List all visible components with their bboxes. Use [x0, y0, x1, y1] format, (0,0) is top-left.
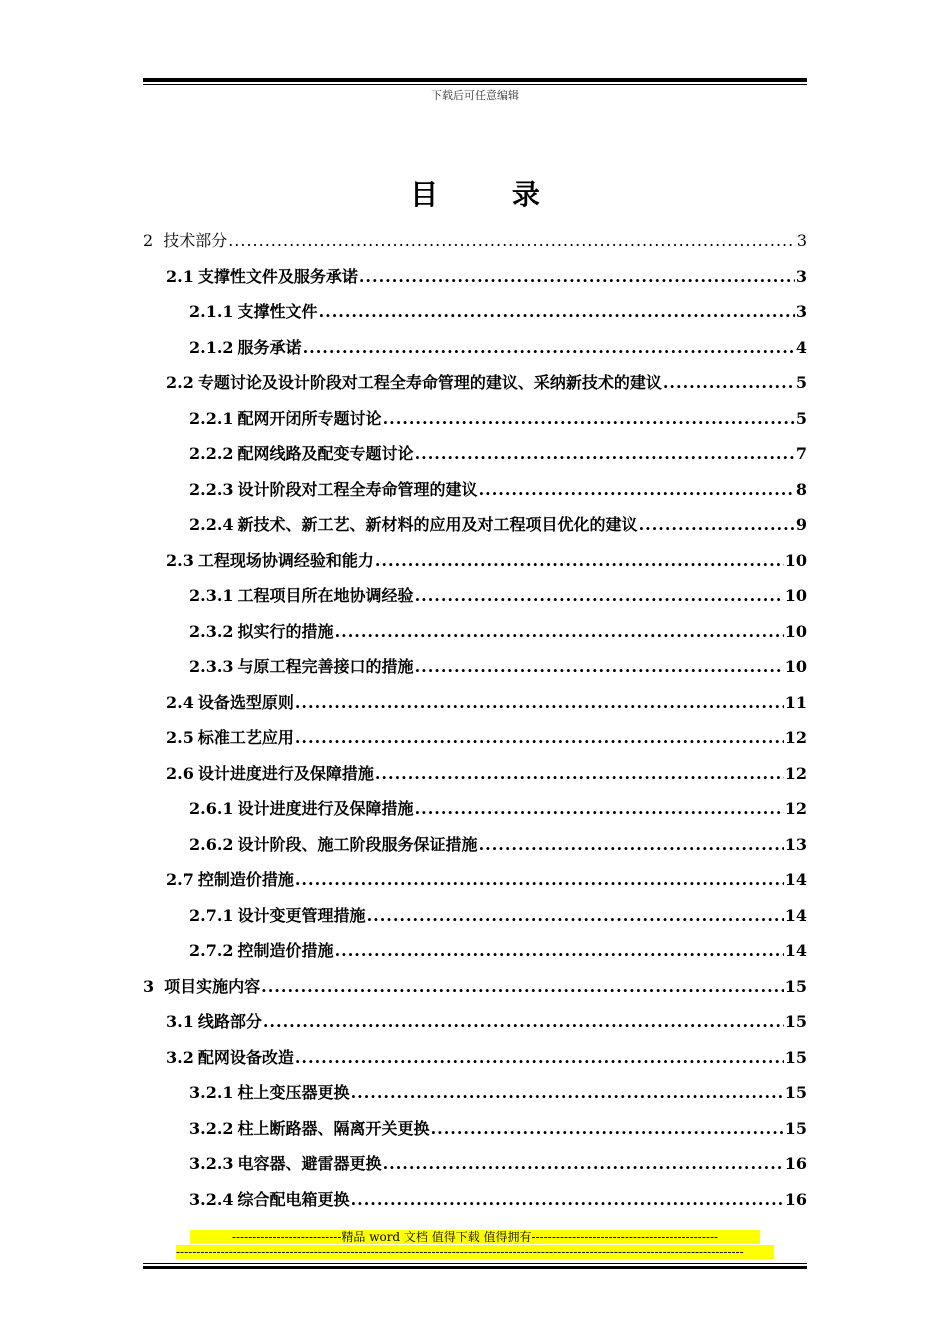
- toc-dot-leader: [335, 936, 784, 966]
- toc-dot-leader: [295, 723, 784, 753]
- toc-entry-label: 柱上变压器更换: [237, 1083, 350, 1102]
- toc-entry-number: 2.4: [166, 692, 194, 712]
- toc-entry[interactable]: [143, 688, 807, 724]
- toc-entry-number: 2.2.3: [189, 479, 234, 499]
- toc-entry-page-number: 10: [784, 586, 807, 605]
- toc-entry-number: 2: [143, 231, 154, 250]
- toc-entry-number: 3.1: [166, 1012, 194, 1031]
- toc-entry-page-number: 10: [784, 657, 807, 676]
- toc-entry-number: 2.6: [166, 763, 194, 783]
- toc-dot-leader: [431, 1114, 784, 1144]
- toc-entry-number: 2.6.2: [189, 834, 234, 854]
- toc-entry-page-number: 15: [784, 1083, 807, 1102]
- toc-entry-page-number: 5: [795, 408, 807, 428]
- toc-entry-label: 配网设备改造: [197, 1047, 294, 1067]
- toc-entry-number: 2.7: [166, 870, 194, 889]
- toc-entry-page-number: 10: [784, 621, 807, 641]
- toc-entry[interactable]: [143, 794, 807, 830]
- toc-entry-label: 设备选型原则: [197, 692, 294, 712]
- toc-entry-page-number: 11: [784, 692, 807, 712]
- toc-entry-label: 工程现场协调经验和能力: [197, 550, 374, 570]
- toc-entry[interactable]: [143, 475, 807, 511]
- toc-entry-label: 配网线路及配变专题讨论: [237, 444, 414, 463]
- toc-dot-leader: [351, 1185, 784, 1215]
- toc-title: 目 录: [410, 178, 572, 211]
- toc-entry-label: 设计变更管理措施: [237, 905, 366, 925]
- toc-entry-page-number: 9: [795, 515, 807, 534]
- toc-entry-page-number: 12: [784, 799, 807, 818]
- toc-entry[interactable]: [143, 546, 807, 582]
- toc-dot-leader: [415, 794, 784, 824]
- toc-entry-page-number: 15: [784, 1012, 807, 1031]
- toc-entry-page-number: 14: [784, 870, 807, 889]
- toc-entry-number: 3.2.1: [189, 1083, 234, 1102]
- toc-entry-label: 控制造价措施: [197, 870, 294, 889]
- toc-entry-number: 2.3: [166, 550, 194, 570]
- toc-entry-page-number: 15: [784, 976, 807, 996]
- toc-dot-leader: [335, 617, 784, 647]
- toc-entry-label: 拟实行的措施: [237, 621, 334, 641]
- toc-dot-leader: [367, 901, 784, 931]
- toc-entry-label: 新技术、新工艺、新材料的应用及对工程项目优化的建议: [237, 515, 638, 534]
- toc-entry-number: 3.2.2: [189, 1118, 234, 1138]
- toc-entry[interactable]: [143, 759, 807, 795]
- toc-dot-leader: [663, 368, 795, 398]
- toc-entry-label: 电容器、避雷器更换: [237, 1154, 382, 1173]
- toc-entry-label: 设计阶段、施工阶段服务保证措施: [237, 834, 478, 854]
- toc-entry-label: 专题讨论及设计阶段对工程全寿命管理的建议、采纳新技术的建议: [197, 373, 662, 392]
- toc-entry-number: 2.7.2: [189, 941, 234, 960]
- toc-entry-label: 线路部分: [197, 1012, 262, 1031]
- footer-rule-thin: [143, 1263, 807, 1264]
- toc-entry-page-number: 15: [784, 1047, 807, 1067]
- toc-entry[interactable]: [143, 581, 807, 617]
- toc-entry-page-number: 12: [784, 763, 807, 783]
- toc-entry-number: 3.2.4: [189, 1189, 234, 1209]
- toc-dot-leader: [295, 865, 784, 895]
- toc-entry[interactable]: [143, 368, 807, 404]
- toc-entry[interactable]: [143, 1043, 807, 1079]
- toc-entry[interactable]: [143, 404, 807, 440]
- toc-dot-leader: [295, 688, 784, 718]
- toc-entry-number: 2.2.2: [189, 444, 234, 463]
- toc-entry-number: 2.5: [166, 728, 194, 747]
- toc-entry[interactable]: [143, 865, 807, 901]
- toc-dot-leader: [351, 1078, 784, 1108]
- toc-entry-page-number: 8: [795, 479, 807, 499]
- toc-entry[interactable]: [143, 972, 807, 1008]
- toc-entry-label: 设计进度进行及保障措施: [237, 799, 414, 818]
- toc-entry-page-number: 16: [784, 1189, 807, 1209]
- toc-entry[interactable]: [143, 297, 807, 333]
- toc-entry[interactable]: [143, 262, 807, 298]
- toc-entry-label: 服务承诺: [237, 337, 302, 357]
- toc-entry-label: 柱上断路器、隔离开关更换: [237, 1118, 430, 1138]
- toc-entry[interactable]: [143, 617, 807, 653]
- toc-entry[interactable]: [143, 936, 807, 972]
- toc-entry[interactable]: [143, 1149, 807, 1185]
- header-rule-thin: [143, 84, 807, 85]
- table-of-contents: [143, 226, 807, 1220]
- toc-dot-leader: [295, 1043, 784, 1073]
- toc-entry-number: 2.2.4: [189, 515, 234, 534]
- toc-entry-number: 2.2.1: [189, 408, 234, 428]
- toc-entry-label: 标准工艺应用: [197, 728, 294, 747]
- toc-entry-number: 2.1.1: [189, 302, 234, 321]
- toc-dot-leader: [415, 439, 795, 469]
- toc-entry[interactable]: [143, 1114, 807, 1150]
- toc-entry-label: 控制造价措施: [237, 941, 334, 960]
- toc-entry[interactable]: [143, 901, 807, 937]
- toc-entry[interactable]: [143, 652, 807, 688]
- toc-entry-number: 2.6.1: [189, 799, 234, 818]
- toc-entry-page-number: 5: [795, 373, 807, 392]
- toc-entry-number: 2.3.3: [189, 657, 234, 676]
- toc-entry[interactable]: [143, 723, 807, 759]
- header-rule-thick: [143, 78, 807, 82]
- toc-dot-leader: [383, 404, 795, 434]
- footer-rule-thick: [143, 1266, 807, 1269]
- toc-dot-leader: [228, 226, 796, 256]
- toc-entry-number: 2.1: [166, 266, 194, 286]
- toc-entry-page-number: 16: [784, 1154, 807, 1173]
- toc-dot-leader: [639, 510, 795, 540]
- toc-dot-leader: [479, 475, 795, 505]
- toc-entry-label: 项目实施内容: [164, 976, 261, 996]
- toc-dot-leader: [375, 759, 784, 789]
- toc-entry[interactable]: [143, 1078, 807, 1114]
- toc-entry-number: 2.3.1: [189, 586, 234, 605]
- toc-entry-label: 与原工程完善接口的措施: [237, 657, 414, 676]
- toc-entry-label: 设计阶段对工程全寿命管理的建议: [237, 479, 478, 499]
- toc-entry[interactable]: [143, 510, 807, 546]
- toc-entry[interactable]: [143, 1007, 807, 1043]
- toc-entry[interactable]: [143, 1185, 807, 1221]
- toc-entry-page-number: 4: [795, 337, 807, 357]
- toc-entry-label: 技术部分: [163, 231, 228, 250]
- toc-entry-page-number: 7: [795, 444, 807, 463]
- page-header-text: 下载后可任意编辑: [431, 89, 519, 102]
- toc-dot-leader: [303, 333, 795, 363]
- toc-entry[interactable]: [143, 333, 807, 369]
- toc-entry-page-number: 10: [784, 550, 807, 570]
- toc-dot-leader: [479, 830, 784, 860]
- toc-entry-label: 配网开闭所专题讨论: [237, 408, 382, 428]
- toc-entry-number: 2.1.2: [189, 337, 234, 357]
- toc-entry-page-number: 3: [795, 302, 807, 321]
- toc-entry-page-number: 14: [784, 941, 807, 960]
- toc-dot-leader: [415, 581, 784, 611]
- toc-entry-page-number: 15: [784, 1118, 807, 1138]
- footer-banner-line1: ---------------------------精品 word 文档 值得下载 值得拥有----------------------------------------------: [190, 1230, 760, 1244]
- toc-entry-label: 支撑性文件及服务承诺: [197, 266, 358, 286]
- footer-banner-line2: --------------------------------------------------------------------------------------------------------------------------------------------: [176, 1245, 774, 1259]
- toc-dot-leader: [359, 262, 795, 292]
- toc-entry-number: 2.2: [166, 373, 194, 392]
- toc-dot-leader: [415, 652, 784, 682]
- toc-dot-leader: [383, 1149, 784, 1179]
- toc-entry-number: 2.7.1: [189, 905, 234, 925]
- toc-entry-page-number: 3: [795, 266, 807, 286]
- toc-dot-leader: [319, 297, 795, 327]
- toc-entry-number: 3.2.3: [189, 1154, 234, 1173]
- toc-entry[interactable]: [143, 830, 807, 866]
- toc-entry-label: 综合配电箱更换: [237, 1189, 350, 1209]
- toc-entry-label: 设计进度进行及保障措施: [197, 763, 374, 783]
- toc-entry[interactable]: [143, 226, 807, 262]
- toc-entry-page-number: 14: [784, 905, 807, 925]
- toc-entry-page-number: 13: [784, 834, 807, 854]
- toc-entry-label: 支撑性文件: [237, 302, 318, 321]
- toc-entry-page-number: 3: [796, 231, 807, 250]
- toc-entry-page-number: 12: [784, 728, 807, 747]
- toc-dot-leader: [261, 972, 784, 1002]
- toc-entry[interactable]: [143, 439, 807, 475]
- toc-entry-number: 2.3.2: [189, 621, 234, 641]
- toc-entry-number: 3: [143, 976, 155, 996]
- toc-entry-label: 工程项目所在地协调经验: [237, 586, 414, 605]
- toc-dot-leader: [263, 1007, 784, 1037]
- toc-dot-leader: [375, 546, 784, 576]
- toc-entry-number: 3.2: [166, 1047, 194, 1067]
